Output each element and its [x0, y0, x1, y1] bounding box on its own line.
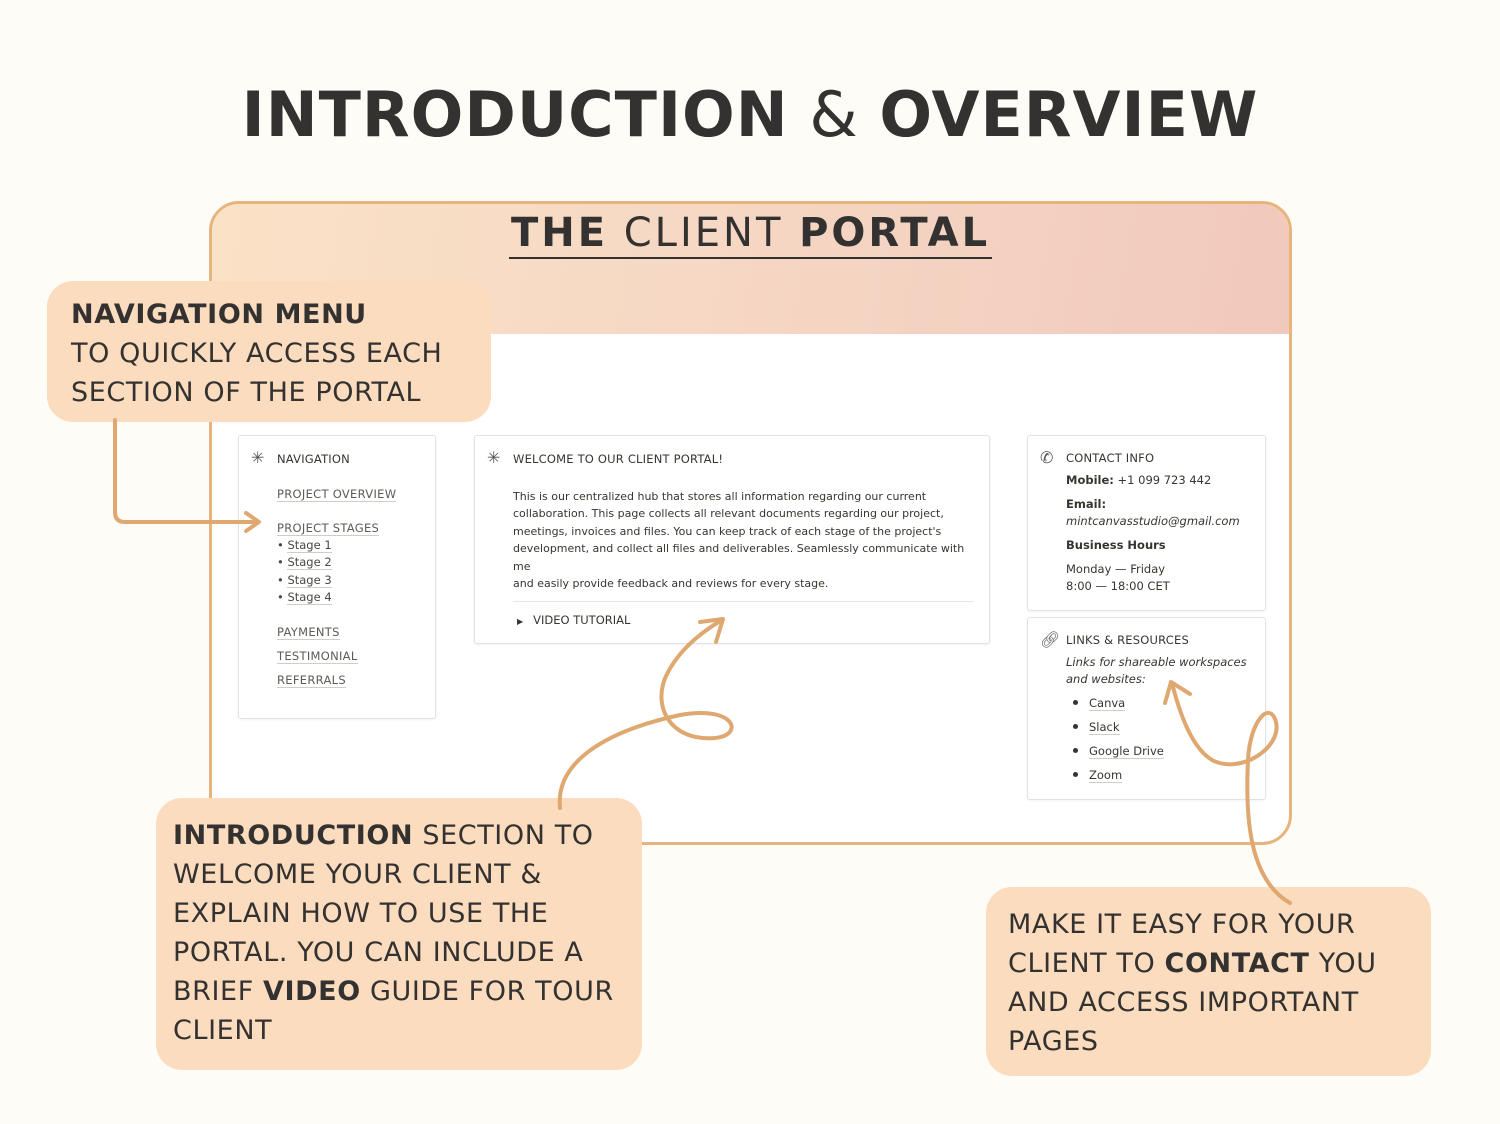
triangle-right-icon: ▶: [517, 617, 524, 626]
link-canva[interactable]: Canva: [1089, 696, 1125, 710]
contact-email-value[interactable]: mintcanvasstudio@gmail.com: [1066, 514, 1240, 528]
contact-days: Monday — Friday: [1066, 562, 1166, 576]
nav-stage-4[interactable]: • Stage 4: [277, 590, 332, 604]
phone-icon: ✆: [1040, 448, 1054, 467]
callout-contact-line4: PAGES: [1008, 1026, 1099, 1057]
portal-title-bold1: THE: [510, 210, 609, 256]
callout-contact: MAKE IT EASY FOR YOUR CLIENT TO CONTACT YOU AND ACCESS IMPORTANT PAGES: [986, 887, 1431, 1076]
contact-title: CONTACT INFO: [1066, 451, 1155, 465]
link-google-drive[interactable]: Google Drive: [1089, 744, 1164, 758]
links-intro-2: and websites:: [1066, 672, 1146, 686]
callout-intro-line4: PORTAL. YOU CAN INCLUDE A: [173, 937, 584, 968]
callout-contact-line3: AND ACCESS IMPORTANT: [1008, 987, 1359, 1018]
callout-nav-line3: SECTION OF THE PORTAL: [71, 377, 422, 408]
links-intro-1: Links for shareable workspaces: [1066, 655, 1247, 669]
asterisk-icon: ✳: [251, 448, 265, 467]
contact-time: 8:00 — 18:00 CET: [1066, 579, 1170, 593]
headline-part1: INTRODUCTION: [241, 78, 789, 151]
callout-intro-line6: CLIENT: [173, 1015, 273, 1046]
callout-introduction: INTRODUCTION SECTION TO WELCOME YOUR CLIENT & EXPLAIN HOW TO USE THE PORTAL. YOU CAN INCLUDE A BRIEF VIDEO GUIDE FOR TOUR CLIENT: [156, 798, 642, 1070]
divider: [513, 601, 973, 602]
nav-link-testimonial[interactable]: TESTIMONIAL: [277, 649, 358, 663]
contact-mobile: Mobile: +1 099 723 442: [1066, 473, 1212, 487]
links-title: LINKS & RESOURCES: [1066, 633, 1189, 647]
page-headline: [0, 78, 1500, 151]
contact-hours-label: Business Hours: [1066, 538, 1166, 552]
nav-stage-2[interactable]: • Stage 2: [277, 555, 332, 569]
welcome-title: WELCOME TO OUR CLIENT PORTAL!: [513, 452, 724, 466]
portal-title-bold2: PORTAL: [799, 210, 991, 256]
video-tutorial-toggle[interactable]: ▶ VIDEO TUTORIAL: [517, 613, 631, 627]
callout-intro-bold1: INTRODUCTION: [173, 820, 414, 851]
callout-intro-line3: EXPLAIN HOW TO USE THE: [173, 898, 549, 929]
navigation-title: NAVIGATION: [277, 452, 350, 466]
headline-part2: OVERVIEW: [879, 78, 1259, 151]
nav-link-project-overview[interactable]: PROJECT OVERVIEW: [277, 487, 397, 501]
callout-intro-line2: WELCOME YOUR CLIENT &: [173, 859, 543, 890]
callout-navigation: [47, 281, 491, 422]
callout-nav-bold: NAVIGATION MENU: [71, 299, 367, 330]
callout-nav-line2: TO QUICKLY ACCESS EACH: [71, 338, 443, 369]
nav-link-project-stages[interactable]: PROJECT STAGES: [277, 521, 380, 535]
link-zoom[interactable]: Zoom: [1089, 768, 1122, 782]
nav-stage-3[interactable]: • Stage 3: [277, 573, 332, 587]
nav-link-referrals[interactable]: REFERRALS: [277, 673, 346, 687]
nav-stage-1[interactable]: • Stage 1: [277, 538, 332, 552]
navigation-card: [238, 435, 436, 719]
callout-intro-bold2: VIDEO: [263, 976, 361, 1007]
contact-card: [1027, 435, 1266, 611]
callout-contact-bold: CONTACT: [1164, 948, 1310, 979]
link-slack[interactable]: Slack: [1089, 720, 1120, 734]
asterisk-icon: ✳: [487, 448, 501, 467]
nav-link-payments[interactable]: PAYMENTS: [277, 625, 340, 639]
welcome-card: [474, 435, 990, 644]
callout-contact-line1: MAKE IT EASY FOR YOUR: [1008, 909, 1356, 940]
headline-amp: &: [809, 78, 859, 151]
contact-email-label: Email:: [1066, 497, 1107, 511]
link-icon: 🔗︎: [1040, 630, 1061, 649]
links-card: [1027, 617, 1266, 800]
portal-title-light: CLIENT: [623, 210, 784, 256]
welcome-description: This is our centralized hub that stores all information regarding our current collaboration. This page collects all relevant documents regarding our project, meetings, invoices and files. You can keep track of each stage of the project's development, and collect all files and deliverables. Seamlessly communicate with me and easily provide feedback and reviews for every stage.: [513, 490, 965, 591]
portal-title: [212, 210, 1289, 259]
